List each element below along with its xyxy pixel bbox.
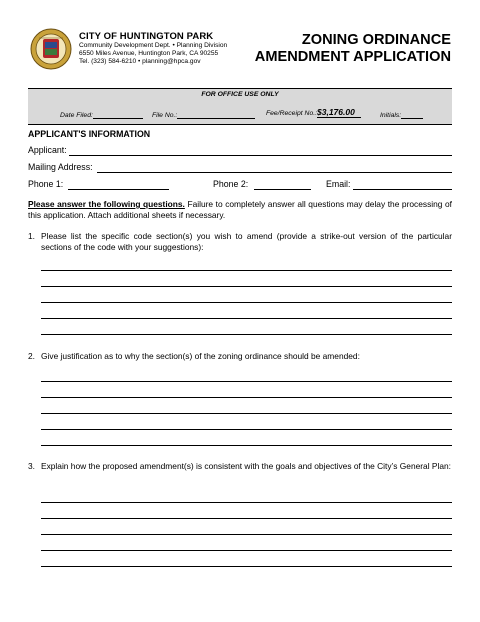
applicant-line[interactable] (69, 155, 452, 156)
answer-line[interactable] (41, 502, 452, 503)
org-dept: Community Development Dept. • Planning Division (79, 42, 228, 49)
fee-label: Fee/Receipt No.: (266, 110, 317, 117)
initials-label: Initials: (380, 112, 402, 119)
applicant-heading: APPLICANT'S INFORMATION (28, 129, 151, 139)
org-contact: Tel. (323) 584-6210 • planning@hpca.gov (79, 58, 201, 65)
fee-field (266, 107, 361, 117)
form-title-line2: AMENDMENT APPLICATION (254, 49, 451, 65)
form-title (255, 32, 451, 66)
phone2-label: Phone 2: (213, 179, 249, 189)
email-line[interactable] (353, 189, 452, 190)
applicant-label: Applicant: (28, 145, 67, 155)
answer-line[interactable] (41, 302, 452, 303)
office-use-band (28, 88, 452, 125)
answer-line[interactable] (41, 566, 452, 567)
answer-line[interactable] (41, 518, 452, 519)
city-seal-icon (30, 28, 72, 70)
file-no-line[interactable] (177, 109, 255, 119)
question-2 (28, 351, 452, 362)
org-block (79, 31, 227, 66)
answer-line[interactable] (41, 318, 452, 319)
file-no-field (152, 109, 255, 119)
answer-line[interactable] (41, 381, 452, 382)
question-text: Give justification as to why the section(s) of the zoning ordinance should be amended: (41, 351, 360, 361)
question-3 (28, 461, 452, 472)
phone1-line[interactable] (68, 189, 169, 190)
answer-line[interactable] (41, 429, 452, 430)
question-text: Explain how the proposed amendment(s) is consistent with the goals and objectives of the City’s General Plan: (41, 461, 451, 471)
phone1-label: Phone 1: (28, 179, 64, 189)
initials-field (380, 109, 423, 119)
answer-line[interactable] (41, 413, 452, 414)
email-label: Email: (326, 179, 351, 189)
question-text: Please list the specific code section(s) you wish to amend (provide a strike-out version of the particular sections of the code with your suggestions): (41, 231, 452, 252)
instructions-bold: Please answer the following questions. (28, 199, 185, 209)
office-use-heading: FOR OFFICE USE ONLY (201, 91, 279, 98)
answer-line[interactable] (41, 334, 452, 335)
form-title-line1: ZONING ORDINANCE (301, 32, 451, 48)
answer-line[interactable] (41, 397, 452, 398)
mailing-address-label: Mailing Address: (28, 162, 93, 172)
instructions-rest: Failure to completely answer all questions may delay the processing of this application. Attach additional sheets if necessary. (28, 199, 452, 220)
fee-value: $3,176.00 (317, 107, 361, 118)
instructions (28, 199, 452, 220)
date-filed-label: Date Filed: (60, 112, 93, 119)
answer-line[interactable] (41, 550, 452, 551)
org-name: CITY OF HUNTINGTON PARK (79, 31, 214, 42)
question-number: 2. (28, 351, 35, 361)
date-filed-line[interactable] (93, 109, 143, 119)
answer-line[interactable] (41, 270, 452, 271)
question-number: 3. (28, 461, 35, 471)
file-no-label: File No.: (152, 112, 178, 119)
answer-line[interactable] (41, 534, 452, 535)
date-filed-field (60, 109, 143, 119)
answer-line[interactable] (41, 445, 452, 446)
phone2-line[interactable] (254, 189, 311, 190)
question-1 (28, 231, 452, 252)
mailing-address-line[interactable] (97, 172, 452, 173)
initials-line[interactable] (401, 109, 423, 119)
question-number: 1. (28, 231, 35, 241)
org-address: 6550 Miles Avenue, Huntington Park, CA 90255 (79, 50, 219, 57)
answer-line[interactable] (41, 286, 452, 287)
